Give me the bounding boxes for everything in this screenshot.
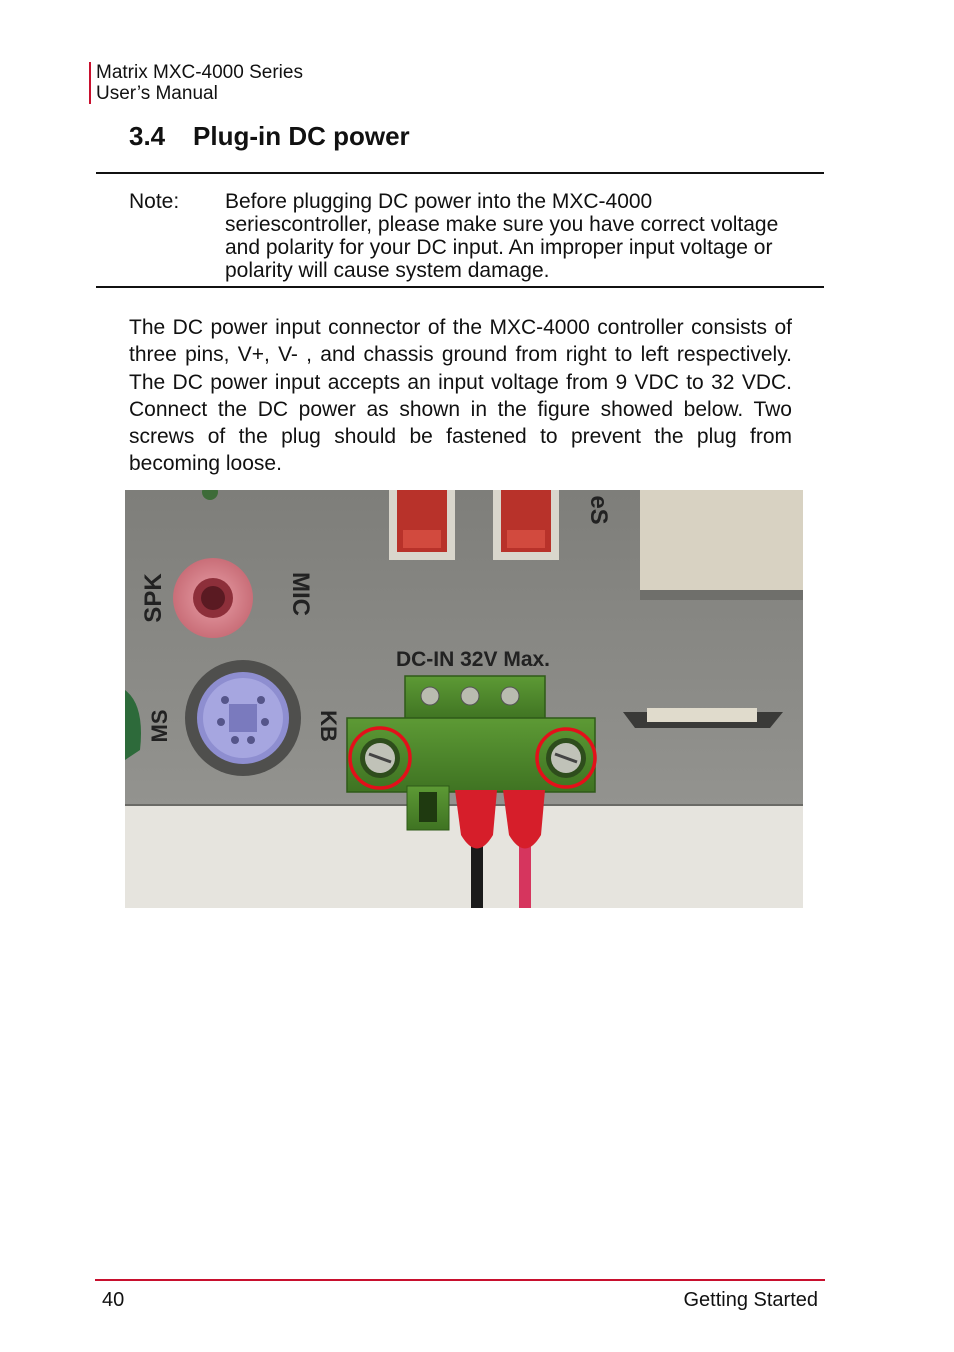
photo-illustration	[125, 490, 803, 908]
note-top-rule	[96, 172, 824, 174]
footer-rule	[95, 1279, 825, 1281]
note-bottom-rule	[96, 286, 824, 288]
label-dcin: DC-IN 32V Max.	[395, 648, 551, 671]
footer-chapter: Getting Started	[683, 1289, 818, 1311]
section-number: 3.4	[129, 121, 166, 151]
note-label: Note:	[129, 190, 180, 213]
label-kb: KB	[316, 710, 341, 742]
note-text: Before plugging DC power into the MXC-4000 seriescontroller, please make sure you have correct voltage and polarity for your DC input. An improper input voltage or polarity will cause system damage.	[225, 190, 779, 282]
running-header	[89, 62, 303, 104]
usb-port-left	[389, 490, 455, 560]
body-paragraph: The DC power input connector of the MXC-4000 controller consists of three pins, V+, V- , and chassis ground from right to left respectively. The DC power input accepts an input voltage from 9 VDC to 32 VDC. Connect the DC power as shown in the figure showed below. Two screws of the plug should be fastened to prevent the plug from becoming loose.	[129, 316, 792, 476]
label-spk: SPK	[140, 573, 167, 623]
dc-power-connector-photo	[125, 490, 803, 908]
section-heading	[129, 121, 410, 152]
port-cover	[640, 490, 803, 598]
header-product: Matrix MXC-4000 Series	[96, 62, 303, 83]
label-es: eS	[585, 495, 612, 525]
section-title: Plug-in DC power	[193, 121, 410, 151]
header-manual: User’s Manual	[96, 83, 218, 104]
usb-port-right	[493, 490, 559, 560]
label-mic: MIC	[287, 572, 314, 616]
label-ms: MS	[147, 709, 172, 743]
page-number: 40	[102, 1289, 125, 1311]
